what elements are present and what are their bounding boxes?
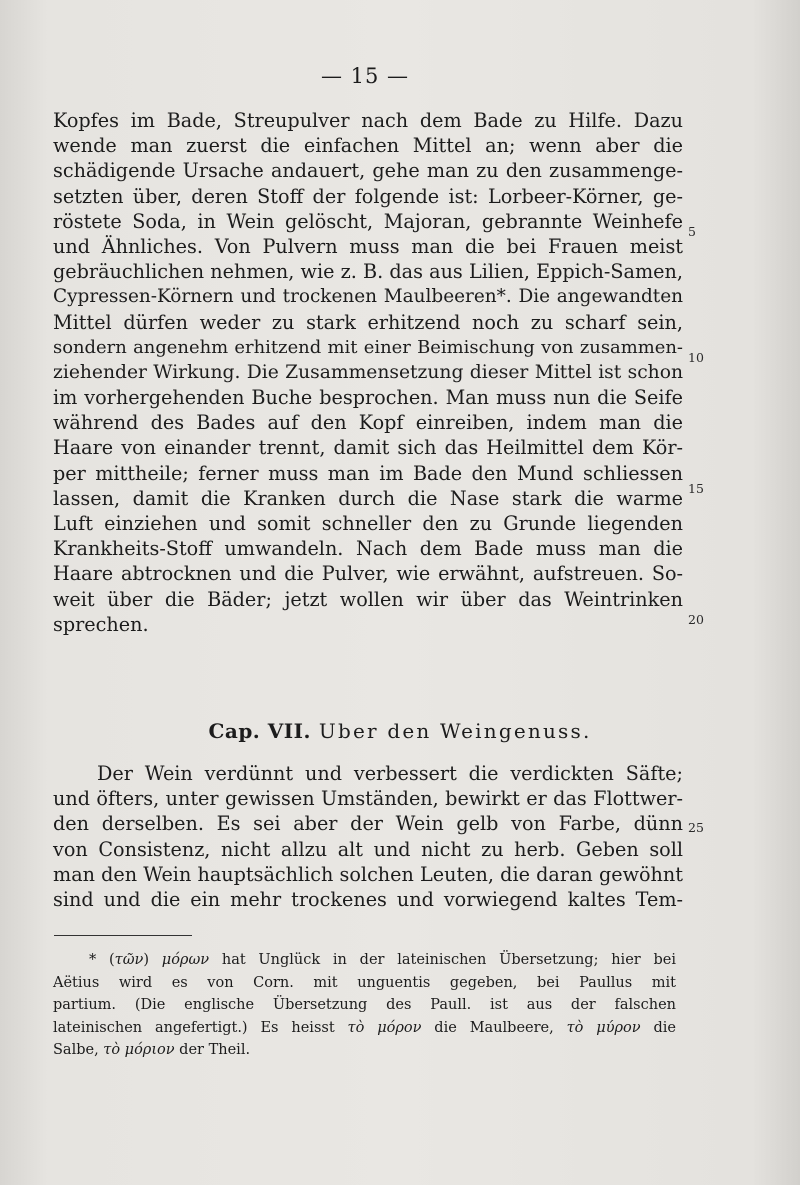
body-line: Haare von einander trennt, damit sich das Heilmittel dem Kör- [53, 436, 683, 460]
chapter-title: Uber den Weingenuss. [318, 719, 592, 743]
body-line: röstete Soda, in Wein gelöscht, Majoran, gebrannte Weinhefe [53, 209, 683, 233]
footnote [53, 949, 676, 1062]
line-number: 25 [688, 820, 704, 835]
page-number: — 15 — [320, 64, 410, 88]
line-number: 10 [688, 350, 704, 365]
body-line: und Ähnliches. Von Pulvern muss man die bei Frauen meist [53, 234, 683, 258]
body-line: und öfters, unter gewissen Umständen, bewirkt er das Flottwer- [53, 787, 683, 811]
footnote-line: Salbe, τὸ μόριον der Theil. [53, 1042, 251, 1058]
body-line: wende man zuerst die einfachen Mittel an; wenn aber die [53, 134, 683, 158]
body-line: gebräuchlichen nehmen, wie z. B. das aus Lilien, Eppich-Samen, [53, 260, 683, 284]
footnote-line: Aëtius wird es von Corn. mit unguentis gegeben, bei Paullus mit [53, 974, 676, 991]
body-line: Haare abtrocknen und die Pulver, wie erwähnt, aufstreuen. So- [53, 562, 683, 586]
body-line: setzten über, deren Stoff der folgende ist: Lorbeer-Körner, ge- [53, 184, 683, 208]
body-line: Mittel dürfen weder zu stark erhitzend noch zu scharf sein, [53, 310, 683, 334]
footnote-line: * (τῶν) μόρων hat Unglück in der lateinischen Übersetzung; hier bei [89, 952, 676, 968]
body-line: Luft einziehen und somit schneller den zu Grunde liegenden [53, 512, 683, 535]
body-line: im vorhergehenden Buche besprochen. Man muss nun die Seife [53, 386, 683, 410]
line-number: 15 [688, 481, 704, 496]
footnote-divider [54, 935, 192, 936]
body-line: per mittheile; ferner muss man im Bade den Mund schliessen [53, 461, 683, 485]
chapter-heading [0, 719, 800, 743]
body-line: lassen, damit die Kranken durch die Nase stark die warme [53, 486, 683, 510]
body-line: Cypressen-Körnern und trockenen Maulbeeren*. Die angewandten [53, 286, 683, 308]
chapter-number: Cap. VII. [208, 719, 311, 743]
body-line: schädigende Ursache andauert, gehe man zu den zusammenge- [53, 159, 683, 183]
body-line: sondern angenehm erhitzend mit einer Beimischung von zusammen- [53, 336, 683, 358]
line-number: 5 [688, 224, 696, 239]
body-line: weit über die Bäder; jetzt wollen wir über das Weintrinken [53, 587, 683, 611]
body-line: den derselben. Es sei aber der Wein gelb von Farbe, dünn [53, 812, 683, 836]
body-line: Kopfes im Bade, Streupulver nach dem Bade zu Hilfe. Dazu [53, 109, 683, 132]
body-text [53, 108, 683, 637]
body-line: ziehender Wirkung. Die Zusammensetzung dieser Mittel ist schon [53, 361, 683, 383]
line-number: 20 [688, 612, 704, 627]
body-line: von Consistenz, nicht allzu alt und nicht zu herb. Geben soll [53, 837, 683, 861]
footnote-line: lateinischen angefertigt.) Es heisst τὸ μόρον die Maulbeere, τὸ μύρον die [53, 1019, 676, 1036]
body-line: sind und die ein mehr trockenes und vorwiegend kaltes Tem- [53, 887, 683, 911]
chapter-text [53, 761, 683, 912]
footnote-line: partium. (Die englische Übersetzung des Paull. ist aus der falschen [53, 997, 676, 1013]
body-line: man den Wein hauptsächlich solchen Leuten, die daran gewöhnt [53, 862, 683, 886]
body-line: während des Bades auf den Kopf einreiben, indem man die [53, 411, 683, 435]
body-line: Krankheits-Stoff umwandeln. Nach dem Bade muss man die [53, 537, 683, 561]
body-line: sprechen. [53, 612, 149, 636]
body-line: Der Wein verdünnt und verbessert die verdickten Säfte; [97, 762, 683, 785]
